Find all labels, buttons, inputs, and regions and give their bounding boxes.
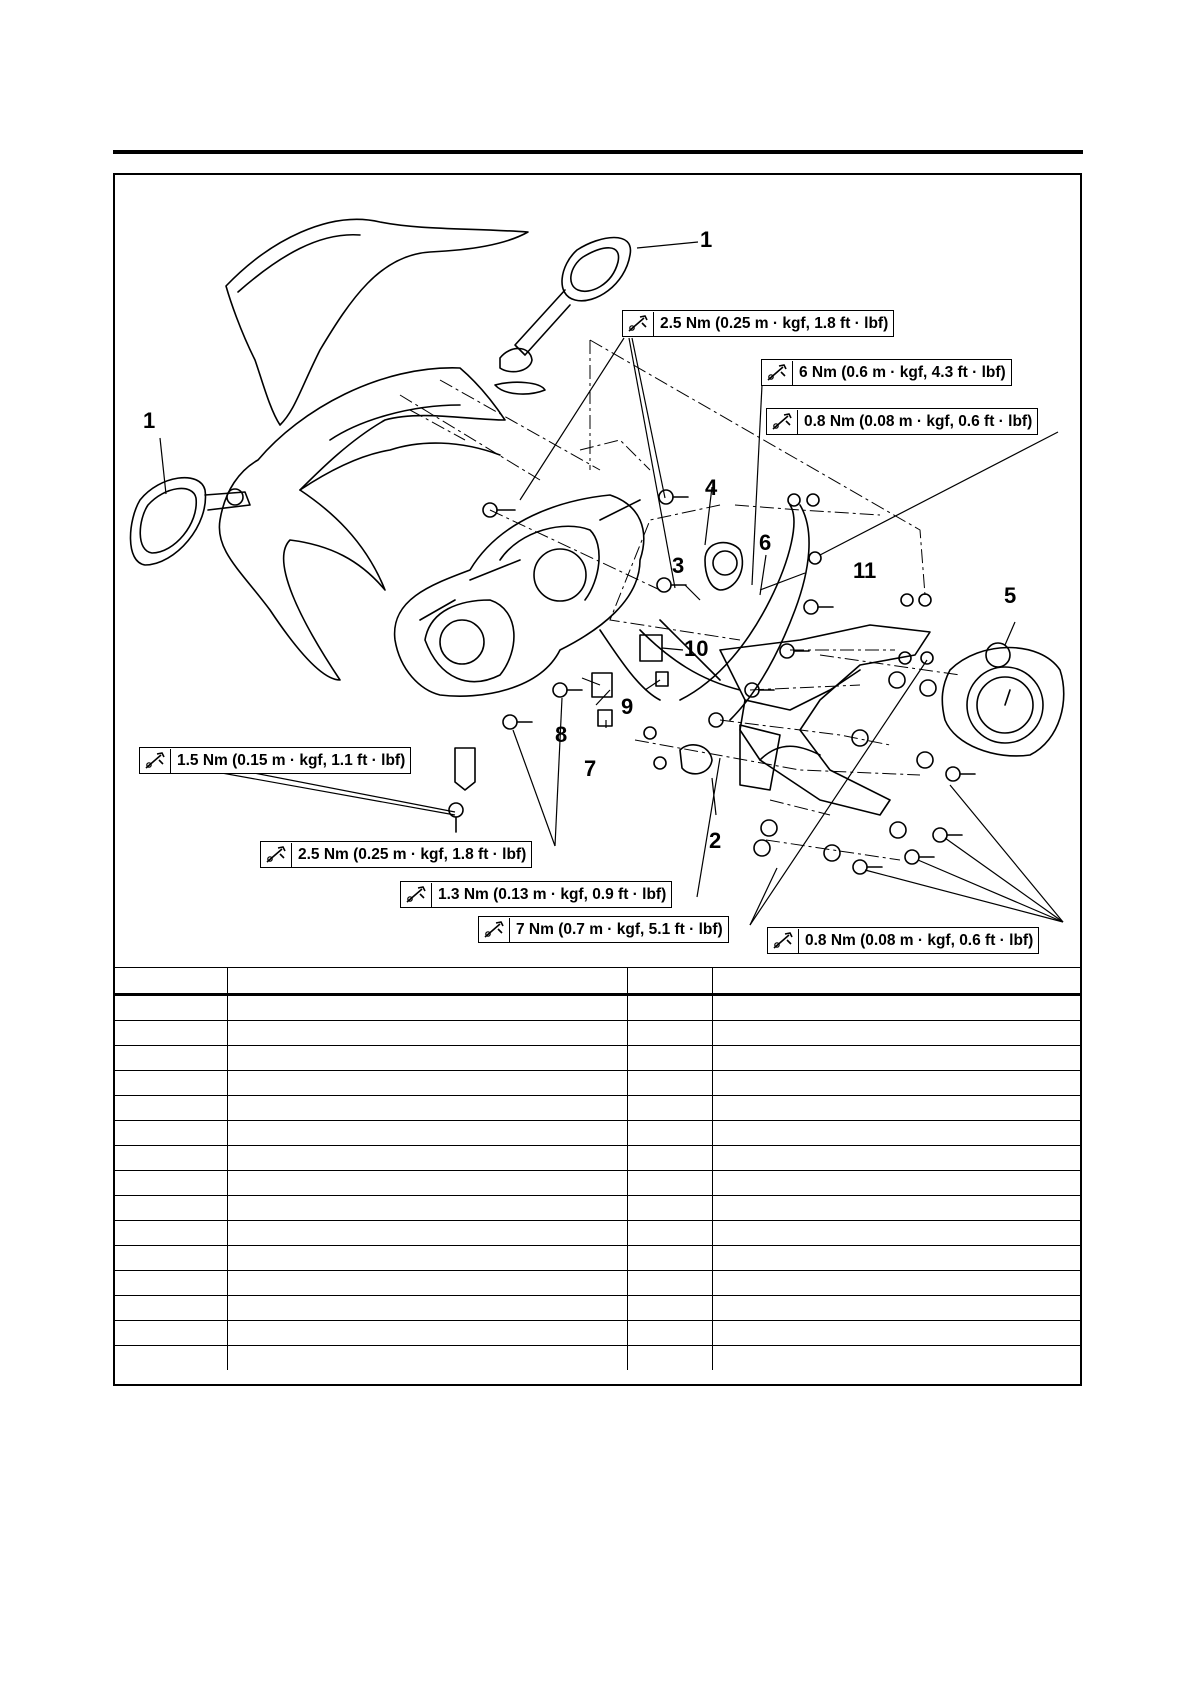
table-header-cell [712,968,1082,995]
table-row [113,1196,1082,1221]
torque-wrench-icon [768,929,799,953]
torque-spec-2 [761,359,1012,386]
callout-3: 3 [672,553,685,578]
torque-spec-3-text: 0.8 Nm (0.08 m · kgf, 0.6 ft · lbf) [804,412,1033,430]
torque-wrench-icon [623,312,654,336]
callout-10: 10 [684,636,709,661]
table-cell [113,1021,227,1046]
table-cell [113,1246,227,1271]
callout-8: 8 [555,722,568,747]
table-cell [113,1121,227,1146]
table-row [113,1346,1082,1371]
table-cell [113,1271,227,1296]
callout-4: 4 [705,475,718,500]
table-row [113,1021,1082,1046]
torque-wrench-icon [401,883,432,907]
table-cell [627,1146,712,1171]
table-row [113,1296,1082,1321]
headlight-assembly [395,495,644,696]
table-row [113,1096,1082,1121]
table-row [113,1271,1082,1296]
table-cell [227,995,627,1021]
table-cell [627,995,712,1021]
table-cell [227,1296,627,1321]
table-row [113,1046,1082,1071]
torque-spec-5 [260,841,532,868]
torque-wrench-icon [767,410,798,434]
callout-6: 6 [759,530,772,555]
table-row [113,1321,1082,1346]
table-cell [712,1246,1082,1271]
table-cell [712,1171,1082,1196]
table-cell [627,1171,712,1196]
table-cell [712,1321,1082,1346]
torque-spec-8-text: 0.8 Nm (0.08 m · kgf, 0.6 ft · lbf) [805,931,1034,949]
callout-9: 9 [621,694,634,719]
torque-spec-6 [400,881,672,908]
table-cell [712,1146,1082,1171]
table-cell [712,1071,1082,1096]
table-cell [113,1071,227,1096]
torque-spec-2-text: 6 Nm (0.6 m · kgf, 4.3 ft · lbf) [799,363,1006,381]
table-cell [712,1221,1082,1246]
table-cell [227,1071,627,1096]
table-row [113,1146,1082,1171]
torque-spec-7 [478,916,729,943]
torque-spec-4 [139,747,411,774]
table-cell [227,1021,627,1046]
table-cell [627,1196,712,1221]
torque-wrench-icon [762,361,793,385]
table-cell [227,1246,627,1271]
table-cell [113,1171,227,1196]
table-cell [712,1346,1082,1371]
parts-table [113,967,1082,1370]
table-cell [627,1096,712,1121]
torque-wrench-icon [140,749,171,773]
torque-spec-1-text: 2.5 Nm (0.25 m · kgf, 1.8 ft · lbf) [660,314,889,332]
table-cell [712,1271,1082,1296]
table-cell [627,1246,712,1271]
callout-1-left: 1 [143,408,156,433]
torque-spec-1 [622,310,894,337]
table-cell [227,1346,627,1371]
connector-7 [598,710,612,726]
table-cell [113,1046,227,1071]
torque-spec-7-text: 7 Nm (0.7 m · kgf, 5.1 ft · lbf) [516,920,723,938]
table-header-row [113,968,1082,995]
table-cell [227,1046,627,1071]
table-cell [627,1071,712,1096]
table-cell [113,1146,227,1171]
table-cell [227,1096,627,1121]
table-cell [227,1146,627,1171]
table-cell [627,1321,712,1346]
table-cell [627,1346,712,1371]
torque-spec-3 [766,408,1038,435]
table-cell [113,1296,227,1321]
table-header-cell [627,968,712,995]
table-cell [227,1221,627,1246]
table-cell [627,1271,712,1296]
table-row [113,995,1082,1021]
table-cell [627,1046,712,1071]
front-cowl [219,368,505,680]
table-cell [627,1121,712,1146]
torque-wrench-icon [261,843,292,867]
table-cell [113,1196,227,1221]
table-cell [712,995,1082,1021]
table-cell [113,1321,227,1346]
table-cell [113,1346,227,1371]
callout-1-right: 1 [700,227,713,252]
callout-7: 7 [584,756,597,781]
table-cell [627,1296,712,1321]
callout-2: 2 [709,828,722,853]
torque-spec-5-text: 2.5 Nm (0.25 m · kgf, 1.8 ft · lbf) [298,845,527,863]
table-cell [627,1221,712,1246]
table-cell [712,1021,1082,1046]
bulb-socket [455,748,475,790]
table-cell [712,1046,1082,1071]
wire-harness [680,505,809,720]
table-header-cell [227,968,627,995]
torque-spec-4-text: 1.5 Nm (0.15 m · kgf, 1.1 ft · lbf) [177,751,406,769]
table-header-cell [113,968,227,995]
table-cell [712,1096,1082,1121]
table-row [113,1171,1082,1196]
table-row [113,1071,1082,1096]
table-cell [227,1271,627,1296]
table-cell [227,1171,627,1196]
callout-5: 5 [1004,583,1017,608]
torque-spec-8 [767,927,1039,954]
table-cell [712,1196,1082,1221]
table-cell [113,1221,227,1246]
table-cell [227,1321,627,1346]
windscreen [226,219,528,425]
torque-spec-6-text: 1.3 Nm (0.13 m · kgf, 0.9 ft · lbf) [438,885,667,903]
connector-9 [656,672,668,686]
connector-8 [592,673,612,697]
table-cell [227,1196,627,1221]
table-cell [227,1121,627,1146]
table-cell [113,995,227,1021]
torque-wrench-icon [479,918,510,942]
table-row [113,1221,1082,1246]
table-cell [712,1296,1082,1321]
meter-assembly [942,648,1063,756]
table-row [113,1246,1082,1271]
table-row [113,1121,1082,1146]
callout-11: 11 [853,558,877,583]
table-cell [113,1096,227,1121]
table-cell [712,1121,1082,1146]
parts-table-body [113,995,1082,1371]
table-cell [627,1021,712,1046]
